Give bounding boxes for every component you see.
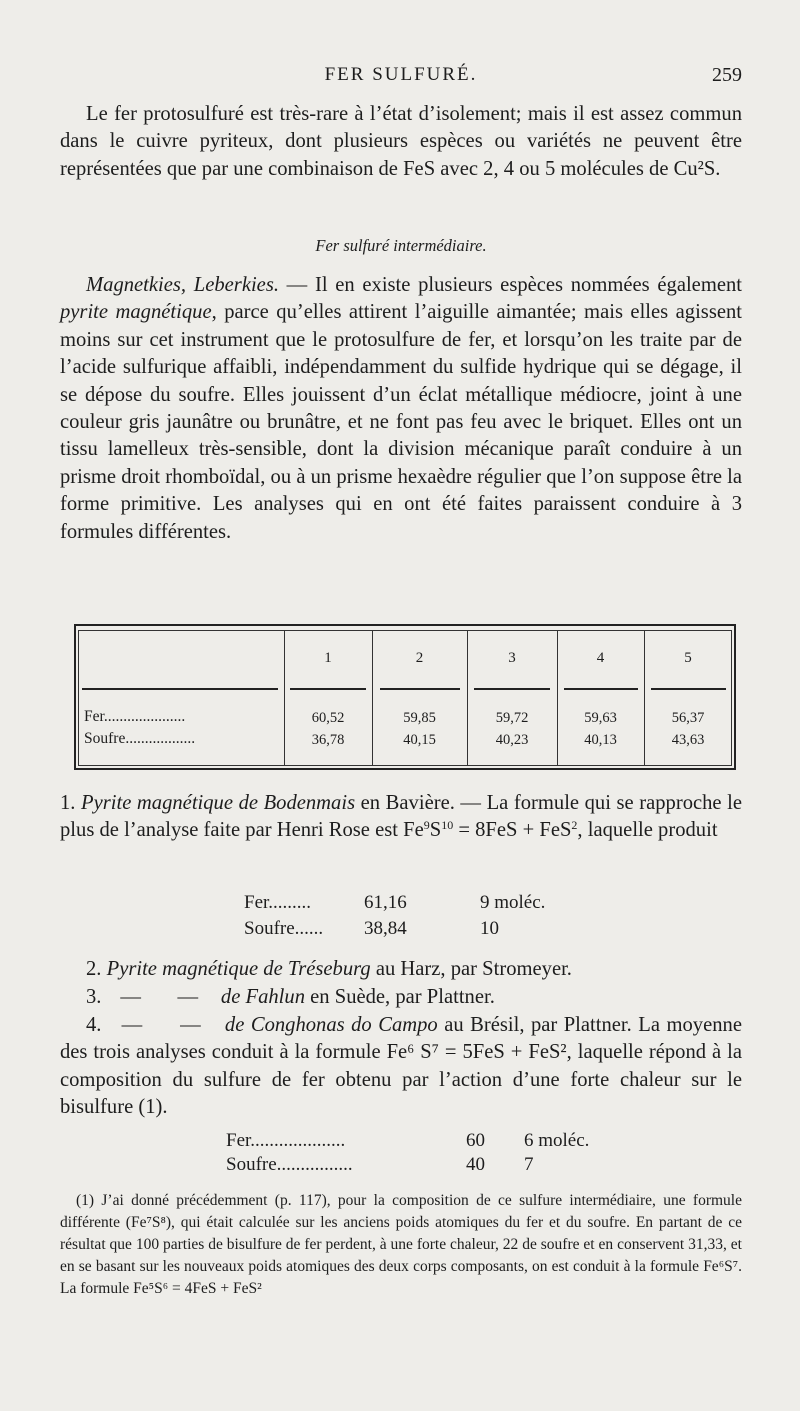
table-cell: 59,63 — [584, 710, 617, 726]
composition-label: Soufre................ — [226, 1154, 353, 1175]
column-header: 5 — [684, 650, 692, 666]
header-rule — [82, 688, 278, 690]
composition-molecules: 9 moléc. — [480, 892, 546, 913]
header-rule — [290, 688, 366, 690]
composition-value: 38,84 — [364, 918, 407, 939]
paragraph-text: , parce qu’elles attirent l’aiguille aimantée; mais elles agissent moins sur cet instrument que le protosulfure de fer, et lorsqu’on les traite par de l’acide sulfurique affaibli, indépendamment du sulfide hydrique qui se dégage, il se dépose du soufre. Elles jouissent d’un éclat métallique médiocre, joint à une couleur gris jaunâtre ou brunâtre, et ne font pas feu avec le briquet. Elles ont un tissu lamelleux très-sensible, dont la division mécanique paraît conduire à un prisme droit rhomboïdal, ou à un prisme hexaèdre régulier que l’on suppose être la forme primitive. Les analyses qui en ont été faites paraissent conduire à 3 formules différentes. — [60, 301, 742, 543]
table-cell: 40,13 — [584, 732, 617, 748]
paragraph-bodenmais: 1. Pyrite magnétique de Bodenmais en Bavière. — La formule qui se rapproche le plus de l’analyse faite par Henri Rose est $Fe^9S^{10} = 8FeS + FeS^2$, laquelle produit — [60, 792, 742, 842]
list-item-2: 2. Pyrite magnétique de Tréseburg au Harz, par Stromeyer. — [86, 958, 572, 980]
composition-value: 40 — [466, 1154, 485, 1175]
analysis-table — [74, 624, 740, 776]
table-cell: 60,52 — [311, 710, 345, 726]
table-cell: 59,72 — [495, 710, 529, 726]
composition-label: Fer......... — [244, 892, 312, 913]
paragraph-magnetkies — [60, 272, 742, 546]
column-header: 1 — [324, 650, 332, 666]
composition-molecules: 6 moléc. — [524, 1130, 590, 1151]
paragraph-text: — Il en existe plusieurs espèces nommées également — [278, 274, 742, 296]
composition-molecules: 7 — [524, 1154, 534, 1175]
table-cell: 36,78 — [311, 732, 345, 748]
paragraph-intro: Le fer protosulfuré est très-rare à l’état d’isolement; mais il est assez commun dans le cuivre pyriteux, dont plusieurs espèces ou variétés ne peuvent être représentées que par une combinaison de FeS avec 2, 4 ou 5 molécules de Cu²S. — [60, 103, 742, 180]
term-pyrite: pyrite magnétique — [60, 301, 212, 324]
header-rule — [651, 688, 726, 690]
table-cell: 59,85 — [403, 710, 436, 726]
table-row-label: Fer..................... — [84, 708, 186, 725]
page-number: 259 — [712, 64, 742, 86]
list-item-4: 4. — — de Conghonas do Campo au Brésil, par Plattner. La moyenne des trois analyses conduit à la formule Fe⁶ S⁷ = 5FeS + FeS², laquelle répond à la composition du sulfure de fer obtenu par l’action d’une forte chaleur sur le bisulfure (1). — [60, 1014, 742, 1119]
composition-label: Fer.................... — [226, 1130, 346, 1151]
composition-label: Soufre...... — [244, 918, 324, 939]
composition-value: 60 — [466, 1130, 485, 1151]
table-cell: 40,23 — [495, 732, 529, 748]
header-rule — [380, 688, 460, 690]
table-cell: 40,15 — [403, 732, 436, 748]
column-header: 4 — [596, 650, 605, 666]
table-cell: 43,63 — [671, 732, 705, 748]
composition-value: 61,16 — [364, 892, 407, 913]
header-rule — [564, 688, 638, 690]
list-item-3: 3. — — de Fahlun en Suède, par Plattner. — [86, 986, 495, 1008]
table-cell: 56,37 — [671, 710, 705, 726]
table-row-label: Soufre.................. — [84, 730, 196, 747]
header-rule — [474, 688, 550, 690]
footnote: (1) J’ai donné précédemment (p. 117), pour la composition de ce sulfure intermédiaire, une formule différente (Fe⁷S⁸), qui était calculée sur les anciens poids atomiques du fer et du soufre. En partant de ce résultat que 100 parties de bisulfure de fer perdent, à une forte chaleur, 22 de soufre et en conservent 31,33, et en se basant sur les nouveaux poids atomiques des deux corps composants, on est conduit à la formule Fe⁶S⁷. La formule Fe⁵S⁶ = 4FeS + FeS² — [60, 1192, 742, 1297]
section-title: Fer sulfuré intermédiaire. — [315, 236, 487, 255]
column-header: 3 — [508, 650, 516, 666]
running-title: FER SULFURÉ. — [324, 64, 478, 85]
lead-term: Magnetkies, Leberkies. — [86, 274, 279, 296]
column-header: 2 — [415, 650, 424, 666]
composition-molecules: 10 — [480, 918, 499, 939]
running-header — [60, 64, 742, 96]
